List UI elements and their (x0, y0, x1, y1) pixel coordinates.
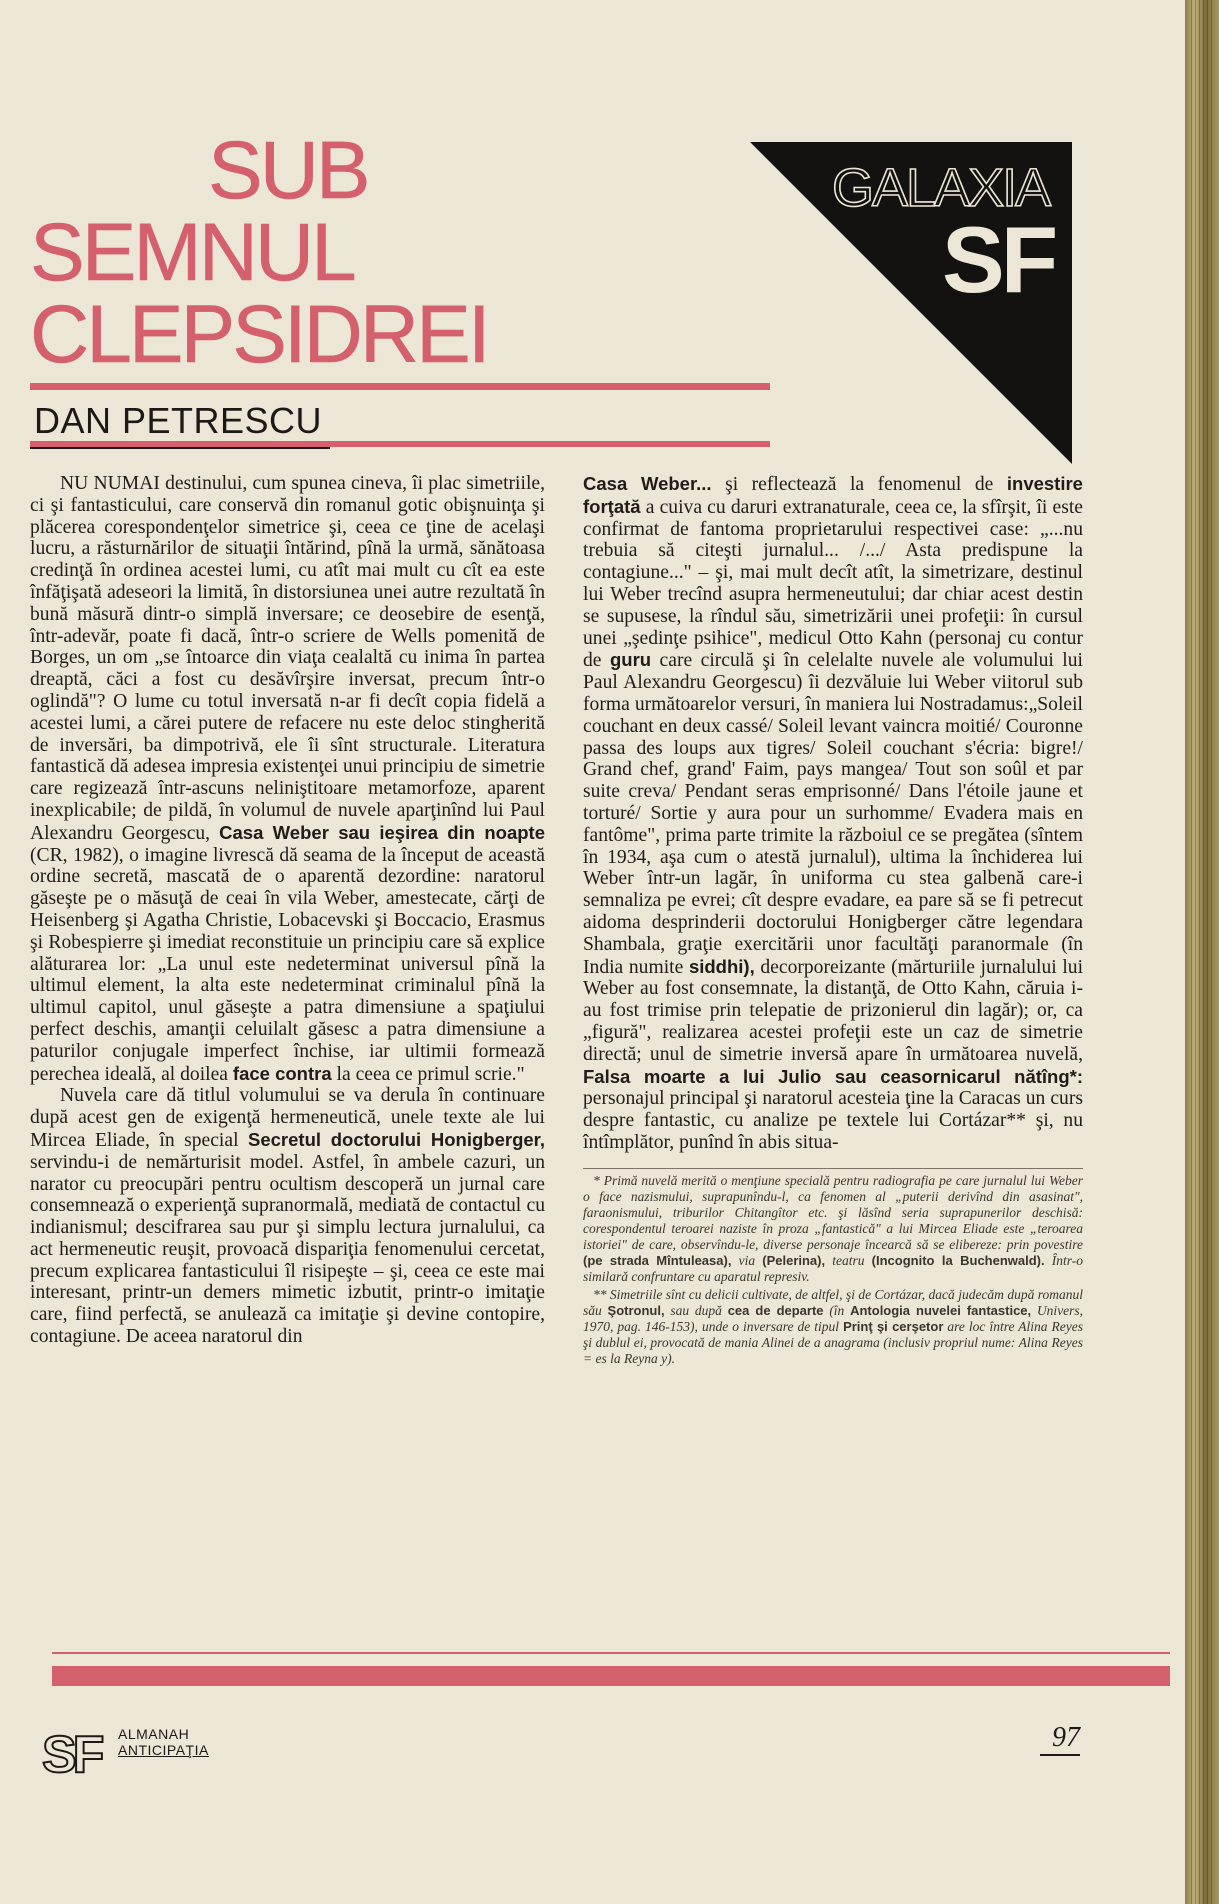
footnote-1 (583, 1173, 1083, 1285)
emphasis: Antologia nuvelei fantastice, (850, 1302, 1032, 1318)
rubric-name: GALAXIA (832, 158, 1050, 218)
footnote-2 (583, 1287, 1083, 1367)
book-title: Secretul doctorului Honigberger, (248, 1128, 545, 1150)
footnote-text: sau după (670, 1302, 722, 1318)
paragraph-text: Astfel, în ambele cazuri, un narator cu preocupări pentru ocultism descoperă un jurnal care consemnează o experienţă supranormală, mediată de contactul cu indianismul; descifrarea sau pur şi simplu lectura jurnalului, ca act hermeneutic reuşit, provoacă dispariţia fenomenului cercetat, precum explicarea fantasticului îl risipeşte – şi, ceea ce este mai interesant, printr-un demers mimetic izbutit, printr-o imitaţie care, fiind perfectă, se anulează ca imitaţie şi devine contopire, contagiune. De aceea naratorul din (30, 1151, 545, 1348)
paragraph-text: care circulă şi în celelalte nuvele ale volumului lui Paul Alexandru Georgescu) îi dezvăluie lui Weber viitorul sub forma următoarelor versuri, în maniera lui Nostradamus:„Soleil couchant en deux cassé/ Soleil levant vaincra moitié/ Couronne passa des loups aux tigres/ Soleil couchant s'écria: bigre!/ Grand chef, grand' Faim, pays mangea/ Tout son soûl et par suite creva/ Pendant seras emprisonné/ Dans l'étoile jaune et torturé/ Sortie y aura pour un surhomme/ Evadera mais en fantôme", prima parte trimite la războiul ce se pregătea (sîntem în 1934, aşa cum o atestă jurnalul), ultima la închiderea lui Weber într-un lagăr, în uniforma cu stea galbenă care-i semnaliza pe evrei; cît despre evadare, ea pare să se fi petrecut aidoma desprinderii doctorului Honigberger către legendara Shambala, graţie exercitării unor facultăţi paranormale (în India numite (583, 650, 1083, 978)
publication-line-1: ALMANAH (118, 1726, 190, 1742)
paragraph-text: servindu-i de nemărturisit model. (30, 1151, 304, 1173)
emphasis: investire forţată (583, 473, 1083, 517)
footnote-text: (în (829, 1302, 845, 1318)
page-number: 97 (1040, 1722, 1080, 1756)
emphasis: Şotronul, (607, 1302, 665, 1318)
footnote-text: Univers, 1970, pag. 146-153), unde o inversare de tipul (583, 1302, 1084, 1334)
article-title (30, 125, 488, 380)
paragraph (30, 473, 545, 1085)
emphasis: (pe strada Mîntuleasa), (583, 1252, 732, 1268)
paragraph-text: decorporeizante (mărturiile jurnalului lui Weber au fost consemnate, la distanţă, de Otto Kahn, căruia i-au fost trimise prin telepatie de prizonierul din lagăr); or, ca „figură", realizarea acestei profeţii este un caz de simetrie directă; unul de simetrie inversă apare în următoarea nuvelă, (583, 956, 1084, 1065)
footnotes (583, 1168, 1083, 1367)
galaxia-sf-rubric-logo (750, 142, 1072, 464)
book-spine (1185, 0, 1219, 1904)
page-edges (1191, 0, 1215, 1904)
emphasis: face contra (232, 1062, 332, 1084)
text-column-left (30, 473, 545, 1348)
paragraph-text: a cuiva cu daruri extranaturale, ceea ce, la sfîrşit, îi este confirmat de fantoma proprietarului respectivei case: „...nu trebuia să citeşti jurnalul... /.../ Asta predispune la contagiune..." – şi, mai mult decît atît, la simetrizare, destinul lui Weber trecînd asupra hermeneutului; dar chiar acest destin se supusese, la rîndul său, simetrizării unei profeţii: în cursul unei „şedinţe psihice", medicul Otto Kahn (personaj cu contur de (583, 496, 1083, 672)
sf-logo-icon (40, 1722, 110, 1782)
paragraph (30, 1085, 545, 1348)
paragraph-text: (CR, 1982), o imagine livrescă dă seama de la început de această ordine secretă, mascată de o aparentă dezordine: naratorul găseşte pe o măsuţă de ceai în vila Weber, amestecate, cărţi de Heisenberg şi Agatha Christie, Lobacevski şi Boccacio, Erasmus şi Robespierre şi imediat reconstituie un principiu care să explice alăturarea lor: „La unul este nedeterminat universul pînă la ultimul element, la alta este nedeterminat criminalul pînă la ultimul capitol, unul găseşte a patra dimensiune a spaţiului perfect deschis, amanţii celuilalt găsesc a patra dimensiune a paturilor conjugale imperfect închise, iar ultimii formează perechea ideală, al doilea (30, 844, 545, 1085)
emphasis: cea de departe (727, 1302, 824, 1318)
footnote-text: teatru (832, 1252, 865, 1268)
author-underline (30, 447, 330, 449)
emphasis: Prinţ şi cerşetor (843, 1318, 944, 1334)
title-line-3: CLEPSIDREI (30, 289, 488, 380)
paragraph-text: NU NUMAI destinului, cum spunea cineva, îi plac simetriile, ci şi fantasticului, care conservă din romanul gotic obişnuinţa şi plăcerea corespondenţelor simetrice şi, ceea ce ţine de acelaşi lucru, a răsturnărilor de situaţii întărind, pînă la urmă, sănătoasa credinţă în ordinea acestei lumi, cu atît mai mult cu cît ea este înfăţişată adeseori la limită, în distorsiunea unei autre rezultată în bună măsură dintr-o simplă inversare; ce deosebire de esenţă, într-adevăr, poate fi dacă, într-o scriere de Wells pomenită de Borges, un om „se întoarce din viaţa cealaltă cu inima în partea dreaptă, căci a fost cu desăvîrşire inversat, precum într-o oglindă"? O lume cu totul inversată n-ar fi decît copia fidelă a acestei lumi, a cărei putere de refacere nu este deloc stingherită de inversări, ba dimpotrivă, ele îi sînt structurale. Literatura fantastică dă adesea impresia existenţei unui principiu de simetrie care regizează într-ascuns neliniştitoare metamorfoze, aparent inexplicabile; de pildă, în volumul de nuvele aparţinînd lui Paul Alexandru Georgescu, (30, 473, 545, 844)
text-column-right (583, 473, 1083, 1369)
emphasis: (Pelerina), (762, 1252, 826, 1268)
footer-divider (52, 1666, 1170, 1686)
book-title: Casa Weber... (583, 473, 712, 494)
publication-name (118, 1726, 209, 1758)
paragraph-text: şi reflectează la fenomenul de (725, 474, 994, 495)
title-line-1: SUB (208, 125, 368, 216)
title-line-2: SEMNUL (30, 207, 354, 298)
footnote-text: via (738, 1252, 756, 1268)
emphasis: guru (609, 649, 652, 671)
footer-logo-text: SF (42, 1726, 101, 1782)
footnote-text: ** Simetriile sînt cu delicii cultivate, de altfel, şi de Cortázar, dacă judecăm după romanul său (583, 1286, 1083, 1318)
footer-divider-thin (52, 1652, 1170, 1654)
footnote-text: Într-o similară confruntare cu aparatul represiv. (583, 1252, 1084, 1284)
emphasis: siddhi), (688, 955, 755, 977)
paragraph-text: personajul principal şi naratorul acesteia ţine la Caracas un curs despre fantastic, cu analize pe textele lui Cortázar** şi, nu întîmplător, punînd în abis situa- (583, 1088, 1083, 1153)
book-title: Casa Weber sau ieşirea din noapte (219, 821, 545, 843)
book-title: Falsa moarte a lui Julio sau ceasornicarul nătîng*: (583, 1065, 1083, 1087)
emphasis: (Incognito la Buchenwald). (871, 1252, 1045, 1268)
footnote-text: * Primă nuvelă merită o menţiune specială pentru radiografia pe care jurnalul lui Weber o face nazismului, suprapunîndu-l, ca fenomen al „puterii derivînd din asasinat", faraonismului, triburilor Chitangîtor etc. şi lăsînd seria suprapunerilor deschisă: corespondentul teroarei naziste în proza „fantastică" a lui Mircea Eliade este „teroarea istoriei" de care, observîndu-le, diverse personaje încearcă să se elibereze: prin povestire (583, 1172, 1083, 1252)
publication-line-2: ANTICIPAŢIA (118, 1742, 209, 1758)
title-divider (30, 383, 770, 390)
author-name: DAN PETRESCU (34, 400, 323, 441)
paragraph (583, 473, 1083, 1154)
paragraph-text: Nuvela care dă titlul volumului se va derula în continuare după acest gen de exigenţă hermeneutică, unele texte ale lui Mircea Eliade, în special (30, 1085, 545, 1151)
rubric-badge: SF (942, 207, 1055, 312)
footnote-text: are loc între Alina Reyes şi dublul ei, provocată de mania Alinei de a anagrama (inclusiv propriul nume: Alina Reyes = es la Reyna y). (583, 1318, 1083, 1366)
paragraph-text: la ceea ce primul scrie." (336, 1063, 525, 1085)
